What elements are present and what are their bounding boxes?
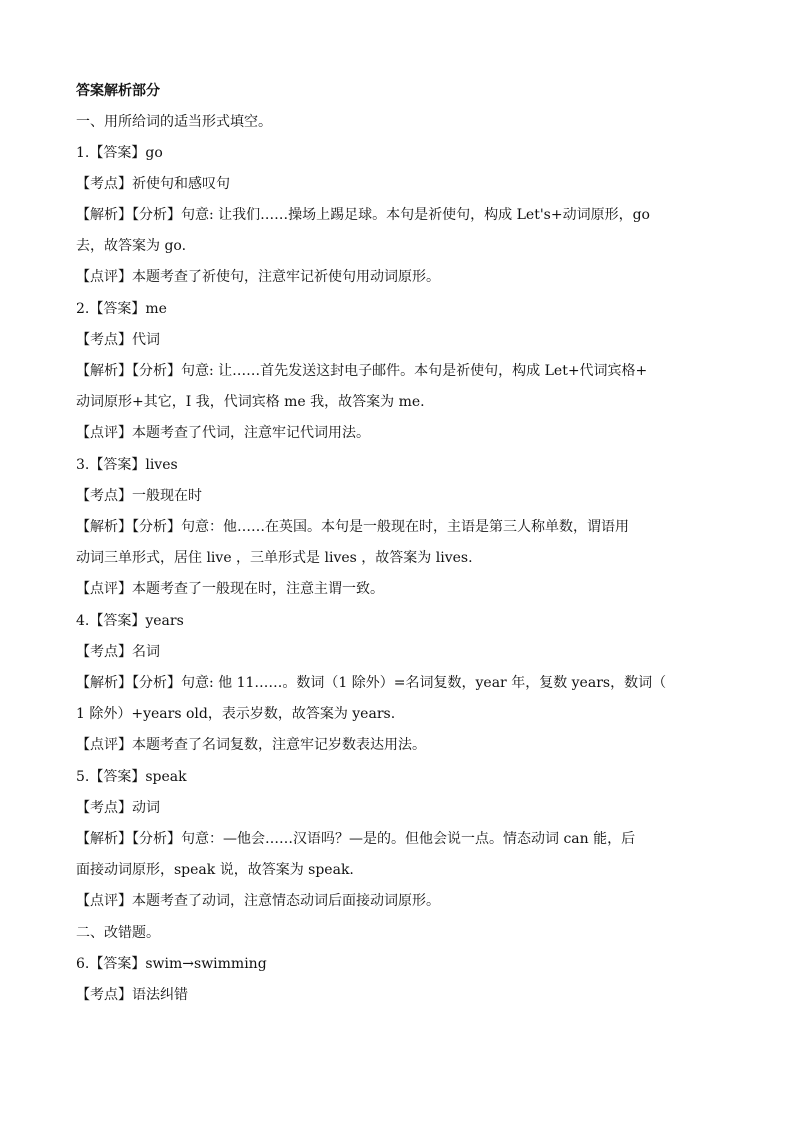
analysis-line-4a: 【解析】【分析】句意: 他 11……。数词（1 除外）=名词复数，year 年，复数 years，数词（ — [76, 675, 667, 691]
section-1-title: 一、用所给词的适当形式填空。 — [76, 114, 272, 130]
analysis-line-5a: 【解析】【分析】句意：—他会……汉语吗？—是的。但他会说一点。情态动词 can 能，后 — [76, 831, 636, 847]
answer-line-6: 6.【答案】swim→swimming — [76, 956, 267, 972]
comment-line-5: 【点评】本题考查了动词，注意情态动词后面接动词原形。 — [76, 893, 440, 909]
answer-line-3: 3.【答案】lives — [76, 457, 178, 473]
comment-line-4: 【点评】本题考查了名词复数，注意牢记岁数表达用法。 — [76, 737, 426, 753]
answer-line-2: 2.【答案】me — [76, 301, 167, 317]
answer-line-1: 1.【答案】go — [76, 145, 163, 161]
comment-line-2: 【点评】本题考查了代词，注意牢记代词用法。 — [76, 425, 370, 441]
analysis-line-2a: 【解析】【分析】句意: 让……首先发送这封电子邮件。本句是祈使句，构成 Let+代词宾格+ — [76, 363, 648, 379]
comment-line-3: 【点评】本题考查了一般现在时，注意主谓一致。 — [76, 581, 384, 597]
point-line-3: 【考点】一般现在时 — [76, 488, 202, 504]
comment-line-1: 【点评】本题考查了祈使句，注意牢记祈使句用动词原形。 — [76, 269, 440, 285]
section-2-title: 二、改错题。 — [76, 925, 160, 941]
analysis-line-2b: 动词原形+其它，I 我，代词宾格 me 我，故答案为 me. — [76, 394, 425, 410]
answer-line-5: 5.【答案】speak — [76, 769, 187, 785]
answer-line-4: 4.【答案】years — [76, 613, 184, 629]
point-line-1: 【考点】祈使句和感叹句 — [76, 176, 230, 192]
section-heading: 答案解析部分 — [76, 83, 160, 99]
analysis-line-1a: 【解析】【分析】句意: 让我们……操场上踢足球。本句是祈使句，构成 Let's+动词原形，go — [76, 207, 650, 223]
analysis-line-1b: 去，故答案为 go. — [76, 238, 187, 254]
point-line-6: 【考点】语法纠错 — [76, 987, 188, 1003]
point-line-5: 【考点】动词 — [76, 800, 160, 816]
analysis-line-5b: 面接动词原形，speak 说，故答案为 speak. — [76, 862, 354, 878]
point-line-4: 【考点】名词 — [76, 644, 160, 660]
analysis-line-3b: 动词三单形式，居住 live ，三单形式是 lives ，故答案为 lives. — [76, 550, 473, 566]
point-line-2: 【考点】代词 — [76, 332, 160, 348]
analysis-line-3a: 【解析】【分析】句意：他……在英国。本句是一般现在时，主语是第三人称单数，谓语用 — [76, 519, 629, 535]
analysis-line-4b: 1 除外）+years old，表示岁数，故答案为 years. — [76, 706, 396, 722]
